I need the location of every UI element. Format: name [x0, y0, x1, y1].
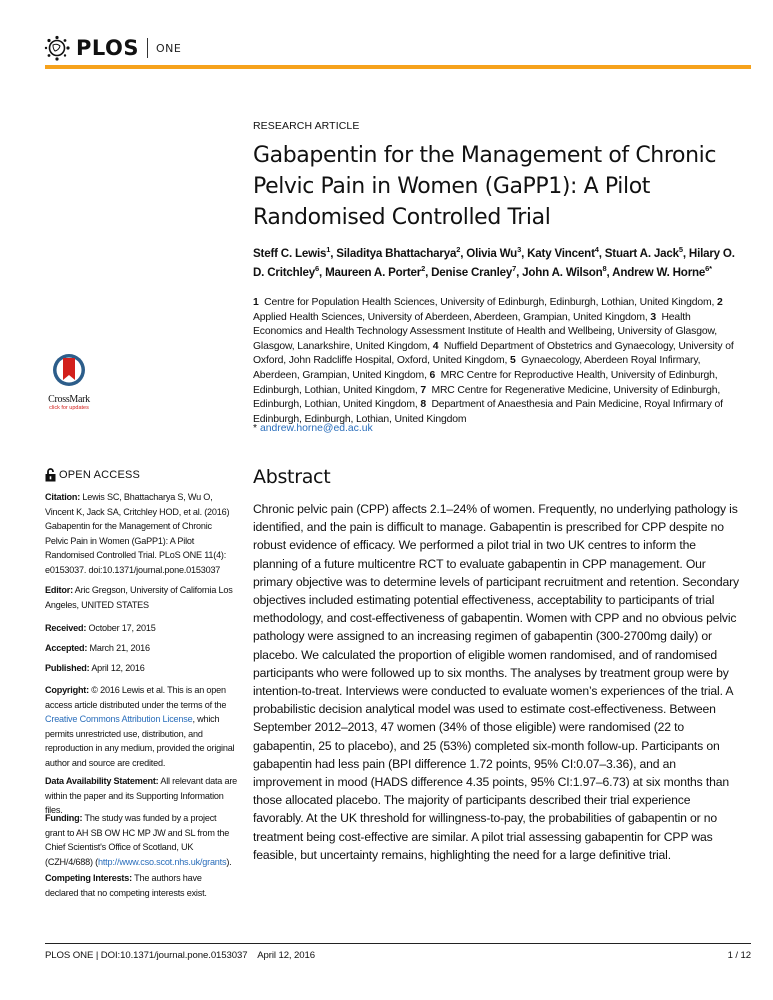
article-type: RESEARCH ARTICLE [253, 120, 360, 132]
funding [45, 811, 237, 869]
corresponding-email-link[interactable]: andrew.horne@ed.ac.uk [259, 423, 373, 434]
editor-text: Aric Gregson, University of California Los Angeles, UNITED STATES [45, 585, 233, 610]
author-name: Andrew W. Horne [612, 266, 706, 280]
author-name: Stuart A. Jack [604, 246, 679, 260]
affiliations [253, 296, 738, 427]
published-date [45, 661, 237, 676]
author-affiliation-ref: 3 [517, 245, 522, 254]
affiliation-text: Gynaecology, Aberdeen Royal Infirmary, Aberdeen, Grampian, United Kingdom, [253, 355, 701, 381]
plos-globe-icon [44, 35, 70, 61]
affiliation-text: Nuffield Department of Obstetrics and Gynaecology, University of Oxford, John Radcliffe Hospital, Oxford, United Kingdom, [253, 340, 734, 367]
author-affiliation-ref: 2 [421, 264, 426, 274]
editor-label: Editor: [45, 585, 73, 595]
affiliation-number: 6 [429, 369, 441, 381]
abstract-heading: Abstract [253, 466, 331, 488]
competing-text: The authors have declared that no competing interests exist. [45, 873, 207, 898]
copyright-label: Copyright: [45, 685, 89, 695]
funding-link[interactable]: http://www.cso.scot.nhs.uk/grants [97, 856, 227, 867]
author-affiliation-ref: 6 [315, 264, 320, 274]
plos-one-logo[interactable] [44, 33, 181, 63]
affiliation-number: 2 [716, 297, 726, 308]
accepted-text: March 21, 2016 [89, 643, 150, 653]
crossmark-sub: click for updates [49, 405, 89, 411]
data-availability-text: All relevant data are within the paper and its Supporting Information files. [45, 776, 238, 816]
author-affiliation-ref: 5 [678, 245, 683, 254]
affiliation-number: 5 [509, 355, 522, 367]
received-date [45, 621, 237, 636]
author-name: Steff C. Lewis [253, 246, 327, 260]
author-name: Denise Cranley [431, 266, 513, 280]
affiliation-text: MRC Centre for Regenerative Medicine, University of Edinburgh, Edinburgh, Lothian, United Kingdom, [253, 384, 721, 411]
header-accent-bar [45, 65, 751, 69]
affiliation-number: 4 [432, 340, 444, 352]
author-name: Katy Vincent [527, 246, 595, 260]
author-name: John A. Wilson [522, 266, 603, 280]
author-name: Siladitya Bhattacharya [336, 246, 457, 260]
competing-label: Competing Interests: [45, 873, 132, 883]
data-availability-label: Data Availability Statement: [45, 776, 159, 786]
received-label: Received: [45, 623, 87, 633]
copyright [45, 683, 237, 771]
affiliation-text: Applied Health Sciences, University of Aberdeen, Aberdeen, Grampian, United Kingdom, [253, 311, 651, 323]
citation-text: Lewis SC, Bhattacharya S, Wu O, Vincent K, Jack SA, Critchley HOD, et al. (2016) Gabapentin for the Management of Chronic Pelvic Pain in Women (GaPP1): A Pilot Randomised Controlled Trial. PLoS ONE 11(4): e0153037. doi:10.1371/journal.pone.0153037 [45, 492, 230, 575]
corresponding-marker: * [253, 423, 258, 434]
author-list: Steff C. Lewis$^1$, Siladitya Bhattacharya$^2$, Olivia Wu$^3$, Katy Vincent$^4$, Stuart A. Jack$^5$, Hilary O. D. Critchley$^6$, Maureen A. Porter$^2$, Denise Cranley$^7$, John A. Wilson$^8$, Andrew W. Horne$^{6*}$ [253, 245, 735, 280]
funding-text-after: ). [226, 856, 232, 867]
affiliation-text: Centre for Population Health Sciences, University of Edinburgh, Edinburgh, Lothian, United Kingdom, [264, 297, 717, 308]
page-number: 1 / 12 [727, 950, 751, 961]
author-affiliation-ref: 4 [594, 245, 599, 254]
article-title: Gabapentin for the Management of Chronic Pelvic Pain in Women (GaPP1): A Pilot Randomised Controlled Trial [253, 143, 717, 230]
author-affiliation-ref: 6* [705, 264, 712, 274]
copyright-text: © 2016 Lewis et al. This is an open access article distributed under the terms of the [45, 685, 227, 710]
footer-citation: PLOS ONE | DOI:10.1371/journal.pone.0153037 April 12, 2016 [45, 950, 315, 961]
funding-text: The study was funded by a project grant to AH SB OW HC MP JW and SL from the Chief Scientist's Office of Scotland, UK (CZH/4/688) ( [45, 813, 230, 867]
abstract-body: Chronic pelvic pain (CPP) affects 2.1–24% of women. Frequently, no underlying pathology is identified, and the pain is difficult to manage. Gabapentin is prescribed for CPP despite no robust evidence of efficacy. We performed a pilot trial in two UK centres to inform the planning of a future multicentre RCT to evaluate gabapentin in CPP management. Our primary objective was to determine levels of participant recruitment and retention. Secondary objectives included estimating potential effectiveness, acceptability to participants of trial methodology, and cost-effectiveness of gabapentin. Women with CPP and no obvious pelvic pathology were assigned to an increasing regimen of gabapentin (300-2700mg daily) or placebo. We calculated the proportion of eligible women randomised, and of randomised participants who were followed up to six months. The analyses by treatment group were by intention-to-treat. Interviews were conducted to evaluate women’s experiences of the trial. A probabilistic decision analytical model was used to estimate cost-effectiveness. Between September 2012–2013, 47 women (34% of those eligible) were randomised (22 to gabapentin, 25 to placebo), and 25 (53%) completed six-month follow-up. Participants on gabapentin had less pain (BPI difference 1.72 points, 95% CI:0.07–3.36), and an improvement in mood (HADS difference 4.35 points, 95% CI:1.97–6.73) at six months than those allocated placebo. The majority of participants described their trial experience favorably. At the UK threshold for willingness-to-pay, the probabilities of gabapentin or no treatment being cost-effective are similar. A pilot trial assessing gabapentin for CPP was feasible, but uncertainty remains, highlighting the need for a large definitive trial. [253, 502, 739, 862]
affiliation-number: 8 [420, 399, 432, 411]
funding-label: Funding: [45, 813, 83, 823]
logo-brand: PLOS [76, 36, 140, 60]
open-lock-icon [45, 468, 56, 482]
affiliation-number: 7 [420, 384, 432, 396]
author-name: Maureen A. Porter [325, 266, 422, 280]
published-label: Published: [45, 663, 90, 673]
crossmark-label: CrossMark [48, 394, 90, 405]
crossmark-badge[interactable] [39, 353, 99, 411]
open-access-text: OPEN ACCESS [59, 469, 141, 481]
received-text: October 17, 2015 [88, 623, 156, 633]
copyright-text-after: , which permits unrestricted use, distribution, and reproduction in any medium, provided the original author and source are credited. [45, 714, 235, 768]
logo-separator [147, 38, 148, 58]
editor [45, 583, 237, 612]
footer-rule [45, 943, 751, 944]
author-affiliation-ref: 2 [456, 245, 461, 254]
crossmark-icon [52, 353, 86, 387]
accepted-label: Accepted: [45, 643, 88, 653]
affiliation-text: Health Economics and Health Technology Assessment Institute of Health and Wellbeing, University of Glasgow, Glasgow, Lanarkshire, United Kingdom, [253, 311, 717, 352]
affiliation-number: 3 [650, 311, 662, 323]
competing-interests [45, 871, 237, 900]
open-access-label [45, 468, 237, 483]
logo-journal-name: ONE [156, 41, 182, 55]
author-name: Olivia Wu [466, 246, 518, 260]
published-text: April 12, 2016 [91, 663, 145, 673]
citation-label: Citation: [45, 492, 81, 502]
author-affiliation-ref: 1 [326, 245, 331, 254]
author-affiliation-ref: 8 [602, 264, 607, 274]
accepted-date [45, 641, 237, 656]
affiliation-number: 1 [253, 297, 265, 308]
affiliation-text: MRC Centre for Reproductive Health, University of Edinburgh, Edinburgh, Lothian, United Kingdom, [253, 369, 718, 396]
author-name: Hilary O. D. Critchley [253, 246, 735, 280]
citation [45, 490, 237, 578]
corresponding-author [253, 423, 738, 434]
author-affiliation-ref: 7 [512, 264, 517, 274]
affiliation-text: Department of Anaesthesia and Pain Medicine, Royal Infirmary of Edinburgh, Edinburgh, Lothian, United Kingdom [253, 399, 723, 425]
license-link[interactable]: Creative Commons Attribution License [45, 714, 193, 725]
